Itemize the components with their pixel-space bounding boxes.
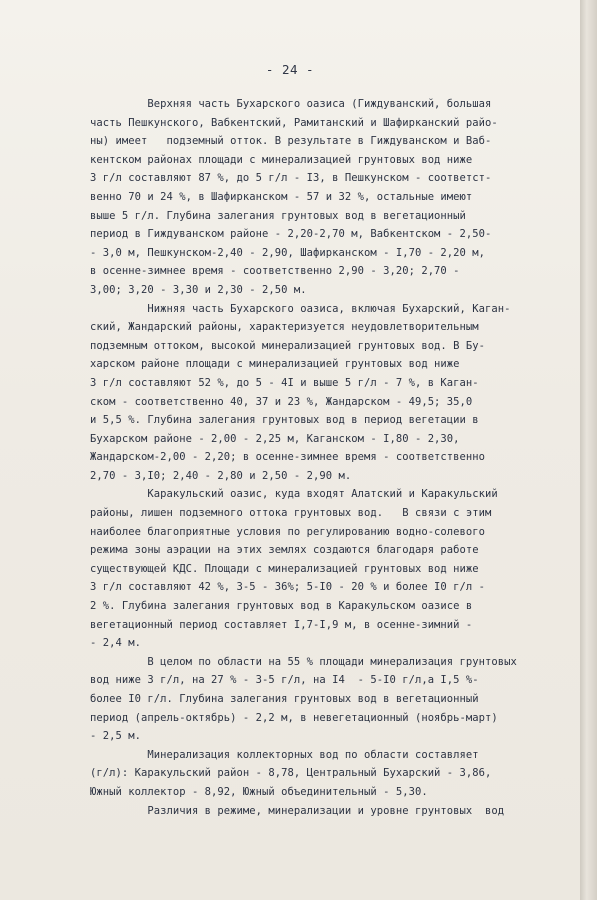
text-line: период (апрель-октябрь) - 2,2 м, в невегетационный (ноябрь-март) (90, 711, 498, 724)
text-line: и 5,5 %. Глубина залегания грунтовых вод в период вегетации в (90, 414, 479, 427)
text-line: 3 г/л составляют 52 %, до 5 - 4I и выше 5 г/л - 7 %, в Каган- (90, 376, 479, 389)
text-line: существующей КДС. Площади с минерализацией грунтовых вод ниже (90, 562, 479, 575)
text-line: 2 %. Глубина залегания грунтовых вод в Каракульском оазисе в (90, 600, 473, 613)
text-line: В целом по области на 55 % площади минерализация грунтовых (90, 655, 517, 668)
text-line: ском - соответственно 40, 37 и 23 %, Жандарском - 49,5; 35,0 (90, 395, 473, 408)
page-number: - 24 - (265, 62, 315, 77)
text-line: вегетационный период составляет I,7-I,9 м, в осенне-зимний - (90, 618, 473, 631)
text-line: выше 5 г/л. Глубина залегания грунтовых вод в вегетационный (90, 209, 466, 222)
text-line: в осенне-зимнее время - соответственно 2,90 - 3,20; 2,70 - (90, 265, 460, 278)
text-line: (г/л): Каракульский район - 8,78, Центральный Бухарский - 3,86, (90, 767, 492, 780)
text-line: период в Гиждуванском районе - 2,20-2,70 м, Вабкентском - 2,50- (90, 228, 492, 241)
text-line: - 2,4 м. (90, 637, 141, 650)
text-line: наиболее благоприятные условия по регулированию водно-солевого (90, 525, 486, 538)
text-line: Минерализация коллекторных вод по области составляет (90, 748, 479, 761)
text-line: режима зоны аэрации на этих землях создаются благодаря работе (90, 544, 479, 557)
text-line: венно 70 и 24 %, в Шафирканском - 57 и 32 %, остальные имеют (90, 190, 473, 203)
text-line: 2,70 - 3,I0; 2,40 - 2,80 и 2,50 - 2,90 м. (90, 469, 352, 482)
body-text (90, 95, 582, 820)
text-line: более I0 г/л. Глубина залегания грунтовых вод в вегетационный (90, 693, 479, 705)
text-line: Различия в режиме, минерализации и уровне грунтовых вод (90, 804, 505, 817)
text-line: 3,00; 3,20 - 3,30 и 2,30 - 2,50 м. (90, 283, 307, 296)
text-line: - 3,0 м, Пешкунском-2,40 - 2,90, Шафирканском - I,70 - 2,20 м, (90, 246, 486, 259)
text-line: ский, Жандарский районы, характеризуется неудовлетворительным (90, 321, 479, 334)
page-edge (580, 0, 597, 900)
text-line: Нижняя часть Бухарского оазиса, включая Бухарский, Каган- (90, 302, 511, 315)
text-line: харском районе площади с минерализацией грунтовых вод ниже (90, 358, 460, 371)
text-line: 3 г/л составляют 87 %, до 5 г/л - I3, в Пешкунском - соответст- (90, 172, 492, 185)
text-line: - 2,5 м. (90, 730, 141, 743)
text-line: Верхняя часть Бухарского оазиса (Гиждуванский, большая (90, 98, 492, 110)
text-line: районы, лишен подземного оттока грунтовых вод. В связи с этим (90, 507, 492, 520)
text-line: Каракульский оазис, куда входят Алатский и Каракульский (90, 488, 498, 501)
text-line: вод ниже 3 г/л, на 27 % - 3-5 г/л, на I4 - 5-I0 г/л,а I,5 %- (90, 674, 479, 687)
text-line: кентском районах площади с минерализацией грунтовых вод ниже (90, 153, 473, 166)
text-line: Бухарском районе - 2,00 - 2,25 м, Каганском - I,80 - 2,30, (90, 432, 460, 445)
text-line: Южный коллектор - 8,92, Южный объединительный - 5,30. (90, 785, 428, 798)
text-line: Жандарском-2,00 - 2,20; в осенне-зимнее время - соответственно (90, 451, 486, 464)
text-line: ны) имеет подземный отток. В результате в Гиждуванском и Ваб- (90, 135, 492, 148)
text-line: часть Пешкунского, Вабкентский, Рамитанский и Шафирканский райо- (90, 116, 498, 129)
text-line: 3 г/л составляют 42 %, 3-5 - 36%; 5-I0 - 20 % и более I0 г/л - (90, 581, 486, 594)
text-line: подземным оттоком, высокой минерализацией грунтовых вод. В Бу- (90, 339, 486, 352)
